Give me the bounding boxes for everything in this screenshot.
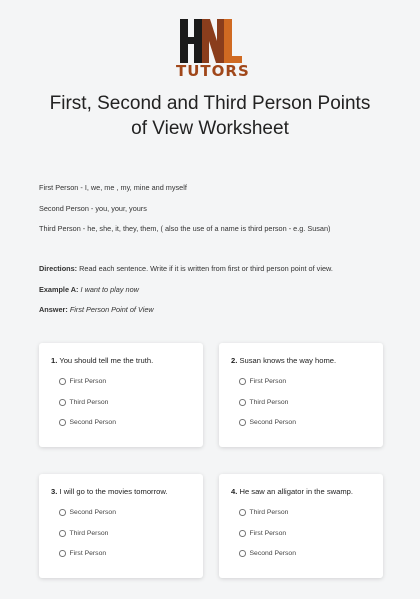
logo-wordmark: TUTORS [176,62,250,80]
answer-option[interactable]: Third Person [239,509,288,516]
radio-button[interactable] [59,509,66,516]
answer-option[interactable]: First Person [59,550,106,557]
example-line: Example A: I want to play now [39,284,139,294]
question-card-2 [219,343,383,447]
radio-button[interactable] [59,419,66,426]
question-text: 2. Susan knows the way home. [231,356,337,365]
answer-option[interactable]: First Person [59,378,106,385]
radio-button[interactable] [59,530,66,537]
answer-option[interactable]: Second Person [59,419,116,426]
question-text: 3. I will go to the movies tomorrow. [51,487,168,496]
answer-option[interactable]: Second Person [239,419,296,426]
question-text: 1. You should tell me the truth. [51,356,154,365]
answer-option[interactable]: Third Person [59,530,108,537]
title-line-1: First, Second and Third Person Points [49,93,371,114]
answer-option[interactable]: First Person [239,530,286,537]
page-title [20,91,400,141]
answer-option[interactable]: Second Person [59,509,116,516]
answer-option[interactable]: Third Person [59,399,108,406]
radio-button[interactable] [239,550,246,557]
second-person-definition: Second Person - you, your, yours [39,203,147,213]
radio-button[interactable] [59,378,66,385]
radio-button[interactable] [59,550,66,557]
answer-line: Answer: First Person Point of View [39,305,154,314]
radio-button[interactable] [59,399,66,406]
hnl-logo-letters [180,19,242,63]
radio-button[interactable] [239,399,246,406]
radio-button[interactable] [239,378,246,385]
directions-line: Directions: Read each sentence. Write if it is written from first or third person point of view. [39,264,333,273]
radio-button[interactable] [239,530,246,537]
question-card-1 [39,343,203,447]
third-person-definition: Third Person - he, she, it, they, them, ( also the use of a name is third person - e.g. Susan) [39,224,331,233]
answer-option[interactable]: Second Person [239,550,296,557]
point-of-view-definitions [39,183,399,245]
title-line-2: of View Worksheet [131,118,289,139]
radio-button[interactable] [239,509,246,516]
question-card-3 [39,474,203,578]
hnl-tutors-logo [176,19,250,81]
radio-button[interactable] [239,419,246,426]
first-person-definition: First Person - I, we, me , my, mine and myself [39,183,187,192]
answer-option[interactable]: Third Person [239,399,288,406]
question-text: 4. He saw an alligator in the swamp. [231,487,354,496]
answer-option[interactable]: First Person [239,378,286,385]
instructions [39,264,399,326]
question-card-4 [219,474,383,578]
